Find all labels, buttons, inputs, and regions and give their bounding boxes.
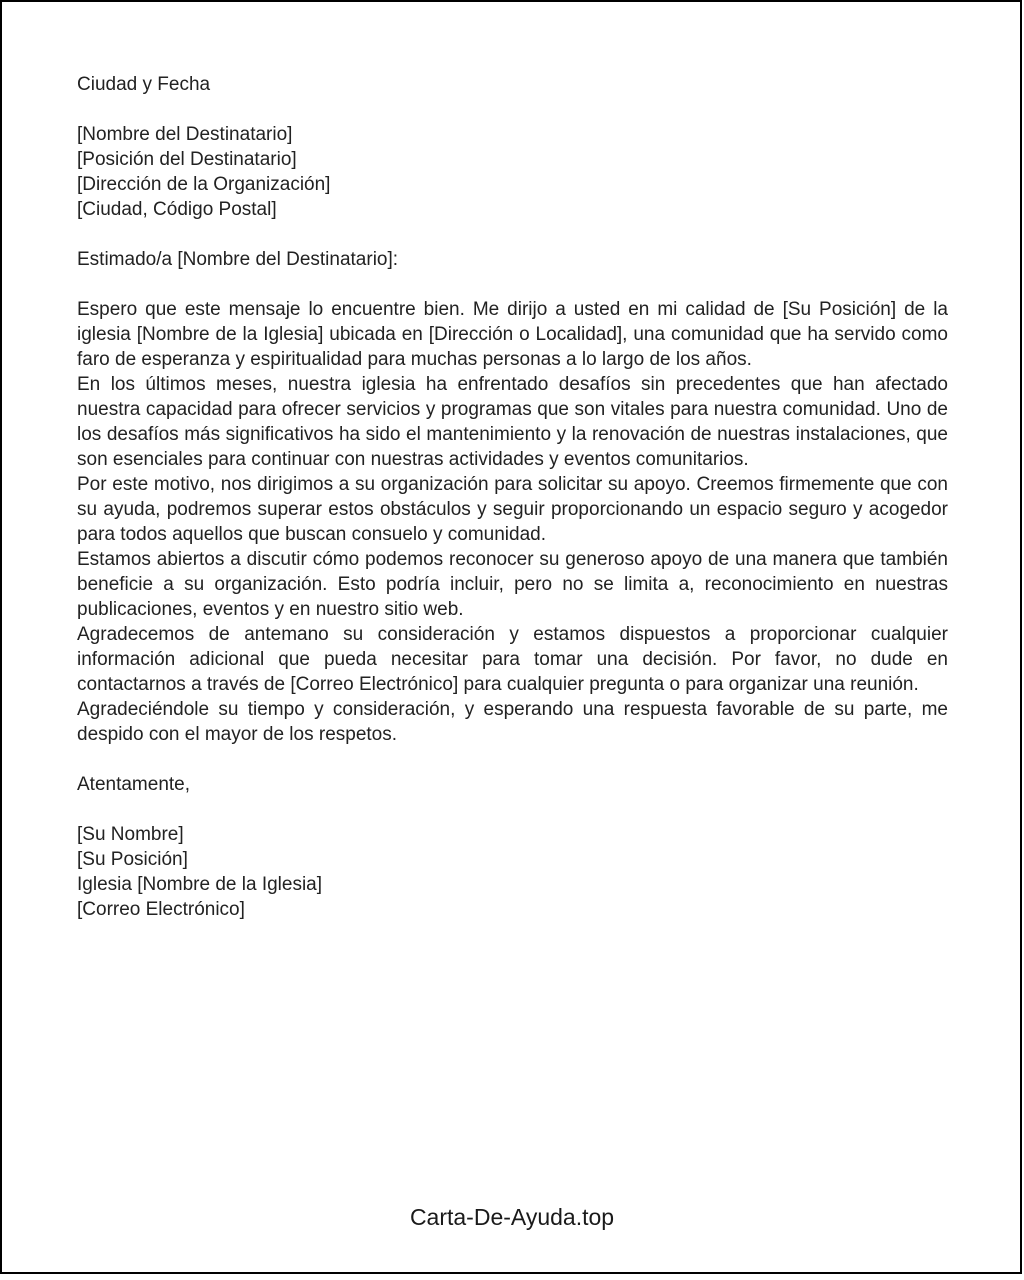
paragraph-request: Por este motivo, nos dirigimos a su organización para solicitar su apoyo. Creemos firmemente que con su ayuda, podremos superar estos obstáculos y seguir proporcionando un espacio seguro y acogedor para todos aquellos que buscan consuelo y comunidad. <box>77 474 948 545</box>
paragraph-recognition: Estamos abiertos a discutir cómo podemos reconocer su generoso apoyo de una manera que también beneficie a su organización. Esto podría incluir, pero no se limita a, reconocimiento en nuestras publicaciones, eventos y en nuestro sitio web. <box>77 549 948 620</box>
signature-block <box>77 822 948 922</box>
paragraph-thanks: Agradeciéndole su tiempo y consideración, y esperando una respuesta favorable de su parte, me despido con el mayor de los respetos. <box>77 699 948 745</box>
recipient-name: [Nombre del Destinatario] <box>77 124 293 145</box>
salutation-block <box>77 247 948 272</box>
date-line: Ciudad y Fecha <box>77 74 211 95</box>
recipient-city-zip: [Ciudad, Código Postal] <box>77 199 277 220</box>
letter-body <box>77 72 948 947</box>
paragraph-contact: Agradecemos de antemano su consideración y estamos dispuestos a proporcionar cualquier información adicional que pueda necesitar para tomar una decisión. Por favor, no dude en contactarnos a través de [Correo Electrónico] para cualquier pregunta o para organizar una reunión. <box>77 624 948 695</box>
recipient-block <box>77 122 948 222</box>
signature-email: [Correo Electrónico] <box>77 899 245 920</box>
signature-position: [Su Posición] <box>77 849 188 870</box>
closing-block <box>77 772 948 797</box>
paragraph-challenges: En los últimos meses, nuestra iglesia ha enfrentado desafíos sin precedentes que han afectado nuestra capacidad para ofrecer servicios y programas que son vitales para nuestra comunidad. Uno de los desafíos más significativos ha sido el mantenimiento y la renovación de nuestras instalaciones, que son esenciales para continuar con nuestras actividades y eventos comunitarios. <box>77 374 948 470</box>
site-watermark: Carta-De-Ayuda.top <box>409 1204 615 1230</box>
paragraph-intro: Espero que este mensaje lo encuentre bien. Me dirijo a usted en mi calidad de [Su Posición] de la iglesia [Nombre de la Iglesia] ubicada en [Dirección o Localidad], una comunidad que ha servido como faro de esperanza y espiritualidad para muchas personas a lo largo de los años. <box>77 299 948 370</box>
recipient-address: [Dirección de la Organización] <box>77 174 331 195</box>
salutation: Estimado/a [Nombre del Destinatario]: <box>77 249 399 270</box>
date-line-block <box>77 72 948 97</box>
closing: Atentamente, <box>77 774 191 795</box>
signature-name: [Su Nombre] <box>77 824 184 845</box>
signature-church: Iglesia [Nombre de la Iglesia] <box>77 874 323 895</box>
recipient-position: [Posición del Destinatario] <box>77 149 297 170</box>
